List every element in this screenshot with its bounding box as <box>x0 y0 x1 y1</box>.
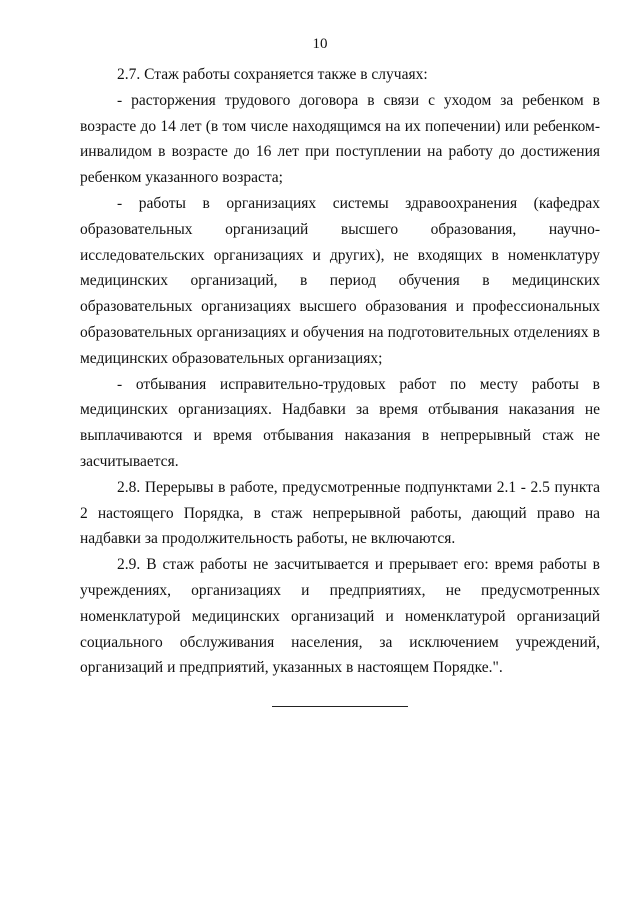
page-number: 10 <box>312 36 328 52</box>
paragraph-child-care: - расторжения трудового договора в связи с уходом за ребенком в возрасте до 14 лет (в том числе находящимся на их попечении) или ребенком-инвалидом в возрасте до 16 лет при поступлении на работу до достижения ребенком указанного возраста; <box>80 91 600 187</box>
paragraph-correctional-work: - отбывания исправительно-трудовых работ по месту работы в медицинских организациях. Надбавки за время отбывания наказания не выплачиваются и время отбывания наказания в непрерывный стаж не засчитывается. <box>80 375 600 470</box>
document-body <box>80 62 600 681</box>
closing-divider-line <box>272 706 408 707</box>
paragraph-2-8: 2.8. Перерывы в работе, предусмотренные подпунктами 2.1 - 2.5 пункта 2 настоящего Порядка, в стаж непрерывной работы, дающий право на надбавки за продолжительность работы, не включаются. <box>80 478 600 548</box>
paragraph-healthcare-work: - работы в организациях системы здравоохранения (кафедрах образовательных организаций высшего образования, научно-исследовательских организациях и других), не входящих в номенклатуру медицинских организаций, в период обучения в медицинских образовательных организациях высшего образования и профессиональных образовательных организациях и обучения на подготовительных отделениях в медицинских образовательных организациях; <box>80 194 600 367</box>
paragraph-2-7: 2.7. Стаж работы сохраняется также в случаях: <box>117 66 428 83</box>
paragraph-2-9: 2.9. В стаж работы не засчитывается и прерывает его: время работы в учреждениях, организациях и предприятиях, не предусмотренных номенклатурой медицинских организаций и номенклатурой организаций социального обслуживания населения, за исключением учреждений, организаций и предприятий, указанных в настоящем Порядке.". <box>80 556 600 677</box>
